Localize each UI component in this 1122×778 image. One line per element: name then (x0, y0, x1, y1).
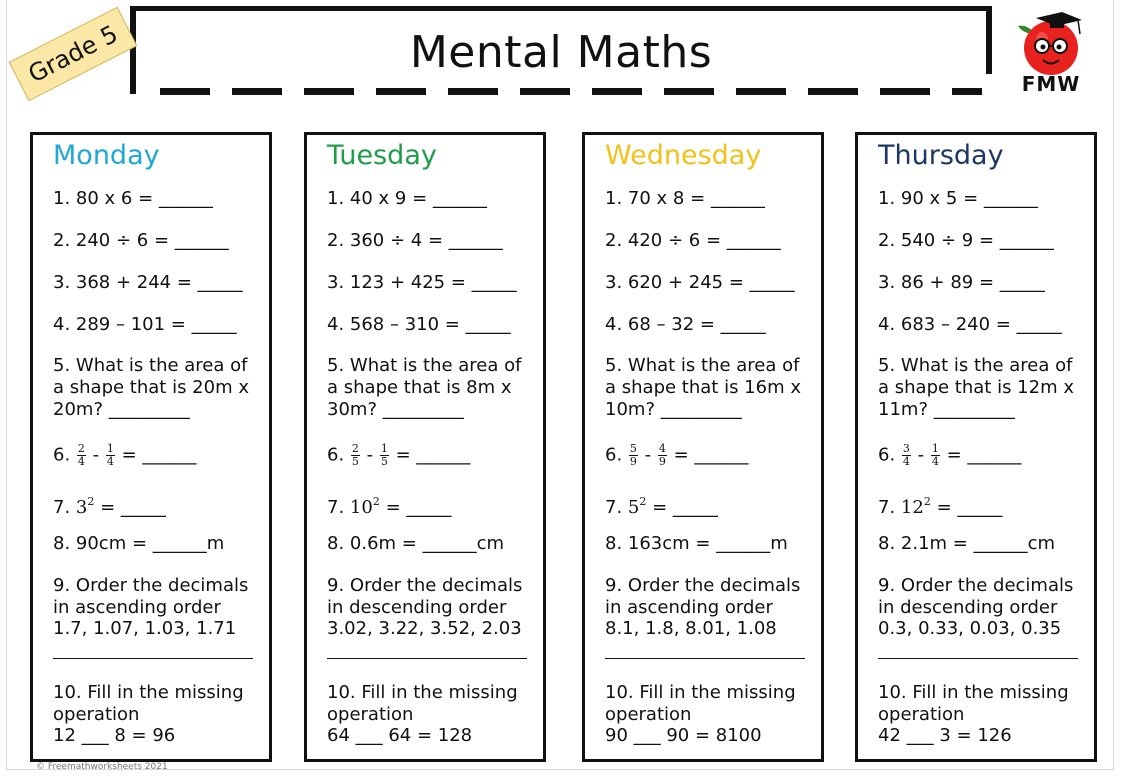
question-7-prefix: 7. (605, 497, 623, 518)
question-5-line-1: 5. What is the area of (327, 355, 522, 376)
question-9-line-3: 0.3, 0.33, 0.03, 0.35 (878, 618, 1062, 639)
question-6-prefix: 6. (53, 444, 71, 466)
question-1: 1. 70 x 8 = ______ (605, 188, 765, 209)
question-7-prefix: 7. (878, 497, 896, 518)
fraction-a (351, 443, 360, 468)
question-9-line-2: in ascending order (605, 597, 773, 618)
question-9-line-2: in descending order (878, 597, 1058, 618)
power-base: 10 (349, 497, 373, 518)
day-column-2 (582, 132, 824, 762)
grade-tag: Grade 5 (9, 7, 138, 102)
fraction-b-denominator: 4 (931, 455, 939, 468)
question-5-line-2: a shape that is 20m x (53, 377, 249, 398)
question-7-suffix: = _____ (652, 497, 718, 518)
question-10-line-3: 12 ___ 8 = 96 (53, 725, 176, 746)
day-title: Monday (53, 140, 160, 171)
question-9-line-3: 1.7, 1.07, 1.03, 1.71 (53, 618, 237, 639)
day-title: Wednesday (605, 140, 762, 171)
fraction-a (629, 443, 638, 468)
question-9-line-2: in ascending order (53, 597, 221, 618)
question-6-prefix: 6. (605, 444, 623, 466)
question-6: 6. $\frac{5}{9}$ - $\frac{4}{9}$ = ______ (605, 442, 749, 468)
power-base: 3 (75, 497, 88, 518)
fraction-b-denominator: 4 (106, 455, 114, 468)
day-title: Thursday (878, 140, 1004, 171)
question-5-line-3: 20m? _________ (53, 399, 190, 420)
fraction-b-numerator: 1 (106, 442, 114, 455)
question-7 (605, 491, 813, 518)
question-9-line-1: 9. Order the decimals (878, 575, 1074, 596)
question-10-line-2: operation (878, 704, 965, 725)
question-10-line-1: 10. Fill in the missing (605, 682, 796, 703)
question-10-line-3: 90 ___ 90 = 8100 (605, 725, 762, 746)
power-exponent: 2 (87, 495, 95, 508)
question-10-line-1: 10. Fill in the missing (53, 682, 244, 703)
question-9-line-1: 9. Order the decimals (327, 575, 523, 596)
question-9-line-1: 9. Order the decimals (53, 575, 249, 596)
question-10-line-2: operation (327, 704, 414, 725)
question-5-line-3: 10m? _________ (605, 399, 742, 420)
question-5-line-3: 11m? _________ (878, 399, 1015, 420)
question-7 (53, 491, 261, 518)
title-banner (130, 6, 992, 94)
question-2: 2. 240 ÷ 6 = ______ (53, 230, 229, 251)
power-exponent: 2 (372, 495, 380, 508)
question-4: 4. 289 – 101 = _____ (53, 314, 237, 335)
question-5-line-3: 30m? _________ (327, 399, 464, 420)
question-3: 3. 123 + 425 = _____ (327, 272, 517, 293)
question-9-line-2: in descending order (327, 597, 507, 618)
question-6-prefix: 6. (878, 444, 896, 466)
question-2: 2. 540 ÷ 9 = ______ (878, 230, 1054, 251)
question-6: 6. $\frac{2}{4}$ - $\frac{1}{4}$ = ______ (53, 442, 197, 468)
question-6: 6. $\frac{2}{5}$ - $\frac{1}{5}$ = ______ (327, 442, 471, 468)
answer-line (53, 658, 253, 659)
question-3: 3. 368 + 244 = _____ (53, 272, 243, 293)
question-7 (878, 491, 1086, 518)
fraction-b-numerator: 1 (380, 442, 388, 455)
logo-text: FMW (1021, 72, 1081, 96)
question-10-line-3: 42 ___ 3 = 126 (878, 725, 1012, 746)
day-column-1 (304, 132, 546, 762)
question-1: 1. 90 x 5 = ______ (878, 188, 1038, 209)
fraction-b-denominator: 5 (380, 455, 388, 468)
question-8: 8. 0.6m = ______cm (327, 533, 505, 554)
question-7-prefix: 7. (327, 497, 345, 518)
fraction-b-denominator: 9 (658, 455, 666, 468)
fraction-a-numerator: 2 (77, 442, 85, 455)
question-5-line-1: 5. What is the area of (605, 355, 800, 376)
power-base: 12 (900, 497, 924, 518)
question-2: 2. 360 ÷ 4 = ______ (327, 230, 503, 251)
question-6-suffix: = ______ (946, 444, 1022, 466)
fraction-a-denominator: 5 (351, 455, 359, 468)
day-column-3 (855, 132, 1097, 762)
power-exponent: 2 (639, 495, 647, 508)
question-10-line-1: 10. Fill in the missing (878, 682, 1069, 703)
question-4: 4. 568 – 310 = _____ (327, 314, 511, 335)
question-4: 4. 683 – 240 = _____ (878, 314, 1062, 335)
question-10-line-3: 64 ___ 64 = 128 (327, 725, 473, 746)
question-7-suffix: = _____ (936, 497, 1003, 518)
question-6-suffix: = ______ (121, 444, 197, 466)
question-6-prefix: 6. (327, 444, 345, 466)
copyright-footer: © Freemathworksheets 2021 (36, 762, 168, 772)
question-9-line-3: 3.02, 3.22, 3.52, 2.03 (327, 618, 522, 639)
answer-line (327, 658, 527, 659)
fraction-a-denominator: 4 (77, 455, 85, 468)
day-column-0 (30, 132, 272, 762)
question-3: 3. 86 + 89 = _____ (878, 272, 1045, 293)
fraction-a (77, 443, 86, 468)
question-1: 1. 40 x 9 = ______ (327, 188, 487, 209)
question-5-line-2: a shape that is 16m x (605, 377, 801, 398)
answer-line (605, 658, 805, 659)
question-9-line-1: 9. Order the decimals (605, 575, 801, 596)
fraction-a (902, 443, 911, 468)
fraction-a-numerator: 3 (902, 442, 910, 455)
question-7 (327, 491, 535, 518)
fraction-b (106, 443, 115, 468)
question-9-line-3: 8.1, 1.8, 8.01, 1.08 (605, 618, 777, 639)
question-3: 3. 620 + 245 = _____ (605, 272, 795, 293)
day-title: Tuesday (327, 140, 437, 171)
question-5-line-2: a shape that is 12m x (878, 377, 1074, 398)
question-10-line-1: 10. Fill in the missing (327, 682, 518, 703)
power-exponent: 2 (923, 495, 931, 508)
answer-line (878, 658, 1078, 659)
fraction-b-numerator: 4 (658, 442, 666, 455)
page-title: Mental Maths (409, 27, 713, 78)
question-8: 8. 163cm = ______m (605, 533, 788, 554)
question-7-prefix: 7. (53, 497, 71, 518)
fraction-b (380, 443, 389, 468)
question-2: 2. 420 ÷ 6 = ______ (605, 230, 781, 251)
question-7-suffix: = _____ (385, 497, 452, 518)
banner-dashed-line (160, 88, 982, 95)
question-5-line-2: a shape that is 8m x (327, 377, 512, 398)
fraction-b (658, 443, 667, 468)
fraction-a-numerator: 2 (351, 442, 359, 455)
question-10-line-2: operation (605, 704, 692, 725)
question-7-suffix: = _____ (100, 497, 166, 518)
question-5-line-1: 5. What is the area of (878, 355, 1073, 376)
question-6: 6. $\frac{3}{4}$ - $\frac{1}{4}$ = ______ (878, 442, 1022, 468)
fraction-b-numerator: 1 (931, 442, 939, 455)
question-6-suffix: = ______ (673, 444, 749, 466)
banner-top-line (130, 6, 992, 11)
power-base: 5 (627, 497, 640, 518)
question-1: 1. 80 x 6 = ______ (53, 188, 213, 209)
question-5-line-1: 5. What is the area of (53, 355, 248, 376)
fraction-b (931, 443, 940, 468)
question-6-suffix: = ______ (395, 444, 471, 466)
fraction-a-denominator: 9 (629, 455, 637, 468)
fraction-a-denominator: 4 (902, 455, 910, 468)
question-8: 8. 2.1m = ______cm (878, 533, 1056, 554)
question-4: 4. 68 – 32 = _____ (605, 314, 766, 335)
fraction-a-numerator: 5 (629, 442, 637, 455)
question-10-line-2: operation (53, 704, 140, 725)
question-8: 8. 90cm = ______m (53, 533, 225, 554)
